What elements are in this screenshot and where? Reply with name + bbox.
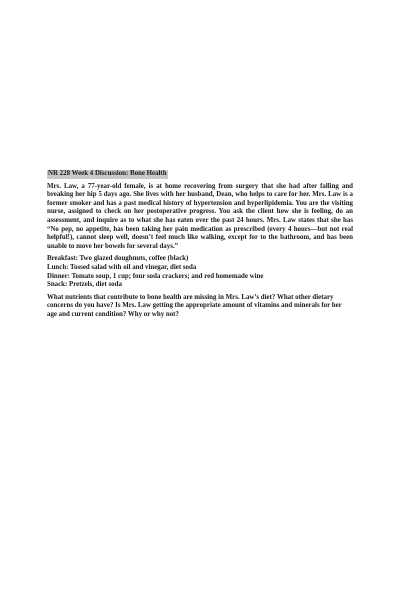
discussion-question: What nutrients that contribute to bone health are missing in Mrs. Law’s diet? What other dietary concerns do you have? Is Mrs. Law getting the appropriate amount of vitamins and minerals for her age and current condition? Why or why not? — [47, 293, 342, 318]
meal-lunch: Lunch: Tossed salad with oil and vinegar, diet soda — [47, 263, 197, 271]
meal-breakfast: Breakfast: Two glazed doughnuts, coffee (black) — [47, 255, 189, 263]
document-title: NR 228 Week 4 Discussion: Bone Health — [48, 170, 167, 177]
case-paragraph: Mrs. Law, a 77-year-old female, is at home recovering from surgery that she had after falling and breaking her hip 5 days ago. She lives with her husband, Dean, who helps to care for her. Mrs. Law is a former smoker and has a past medical history of hypertension and hyperlipidemia. You are the visiting nurse, assigned to check on her postoperative progress. You ask the client how she is feeling, do an assessment, and inquire as to what she has eaten over the past 24 hours. Mrs. Law states that she has “No pep, no appetite, has been taking her pain medication as prescribed (every 4 hours—but not real helpful!), cannot sleep well, doesn’t feel much like walking, except for to the bathroom, and has been unable to move her bowels for several days.” — [47, 182, 353, 250]
document-content — [47, 170, 353, 320]
meal-dinner: Dinner: Tomato soup, 1 cup; four soda crackers; and red homemade wine — [47, 272, 264, 280]
meal-list — [47, 255, 353, 289]
meal-snack: Snack: Pretzels, diet soda — [47, 281, 122, 289]
